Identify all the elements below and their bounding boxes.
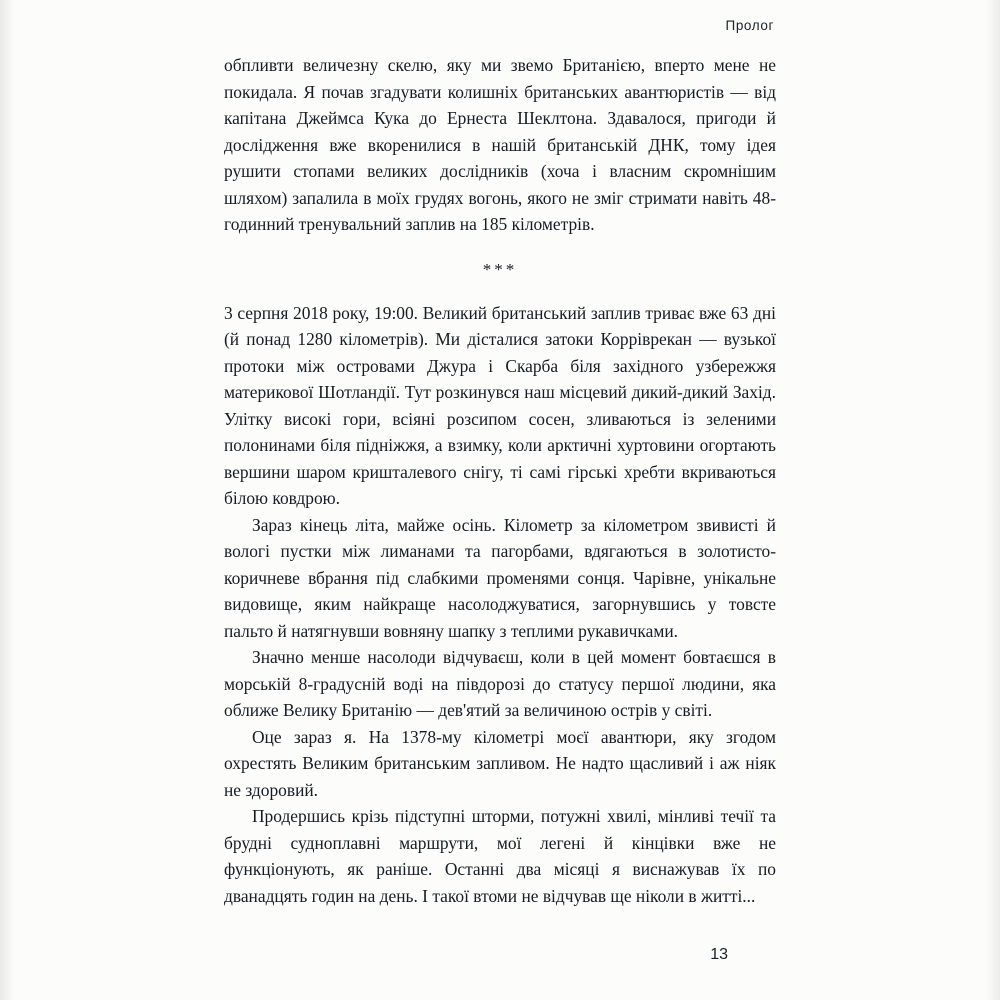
paragraph: Оце зараз я. На 1378-му кілометрі моєї авантюри, яку згодом охрестять Великим британським запливом. Не надто щасливий і аж ніяк не здоровий. [224,726,776,800]
paragraph: 3 серпня 2018 року, 19:00. Великий британський заплив триває вже 63 дні (й понад 1280 кілометрів). Ми дісталися затоки Корріврекан — вузької протоки між островами Джура і Скарба біля західного узбережжя материкової Шотландії. Тут розкинувся наш місцевий дикий-дикий Захід. Улітку високі гори, всіяні розсипом сосен, зливаються із зеленими полонинами біля підніжжя, а взимку, коли арктичні хуртовини огортають вершини шаром кришталевого снігу, ті самі гірські хребти вкриваються білою ковдрою. [224,302,776,508]
paragraph: Продершись крізь підступні шторми, потужні хвилі, мінливі течії та брудні судноплавні маршрути, мої легені й кінцівки вже не функціонують, як раніше. Останні два місяці я виснажував їх по дванадцять годин на день. І такої втоми не відчував ще ніколи в житті... [224,806,776,906]
page-body [224,52,776,909]
page-edge-shadow-right [986,0,1000,1000]
paragraph: Зараз кінець літа, майже осінь. Кілометр за кілометром звивисті й вологі пустки між лиманами та пагорбами, вдягаються в золотисто-коричневе вбрання під слабкими променями сонця. Чарівне, унікальне видовище, яким найкраще насолоджуватися, загорнувшись у товсте пальто й натягнувши вовняну шапку з теплими рукавичками. [224,514,776,641]
paragraph: Значно менше насолоди відчуваєш, коли в цей момент бовтаєшся в морській 8-градусній воді на півдорозі до статусу першої людини, яка оближе Велику Британію — дев'ятий за величиною острів у світі. [224,647,776,720]
paragraph: обпливти величезну скелю, яку ми звемо Британією, вперто мене не покидала. Я почав згадувати колишніх британських авантюристів — від капітана Джеймса Кука до Ернеста Шеклтона. Здавалося, пригоди й дослідження вже вкоренилися в нашій британській ДНК, тому ідея рушити стопами великих дослідників (хоча і власним скромнішим шляхом) запалила в моїх грудях вогонь, якого не зміг стримати навіть 48-годинний тренувальний заплив на 185 кілометрів. [224,55,776,234]
running-head: Пролог [725,18,774,33]
section-divider: *** [482,259,518,279]
page-number: 13 [710,946,728,963]
page-edge-shadow-left [0,0,14,1000]
